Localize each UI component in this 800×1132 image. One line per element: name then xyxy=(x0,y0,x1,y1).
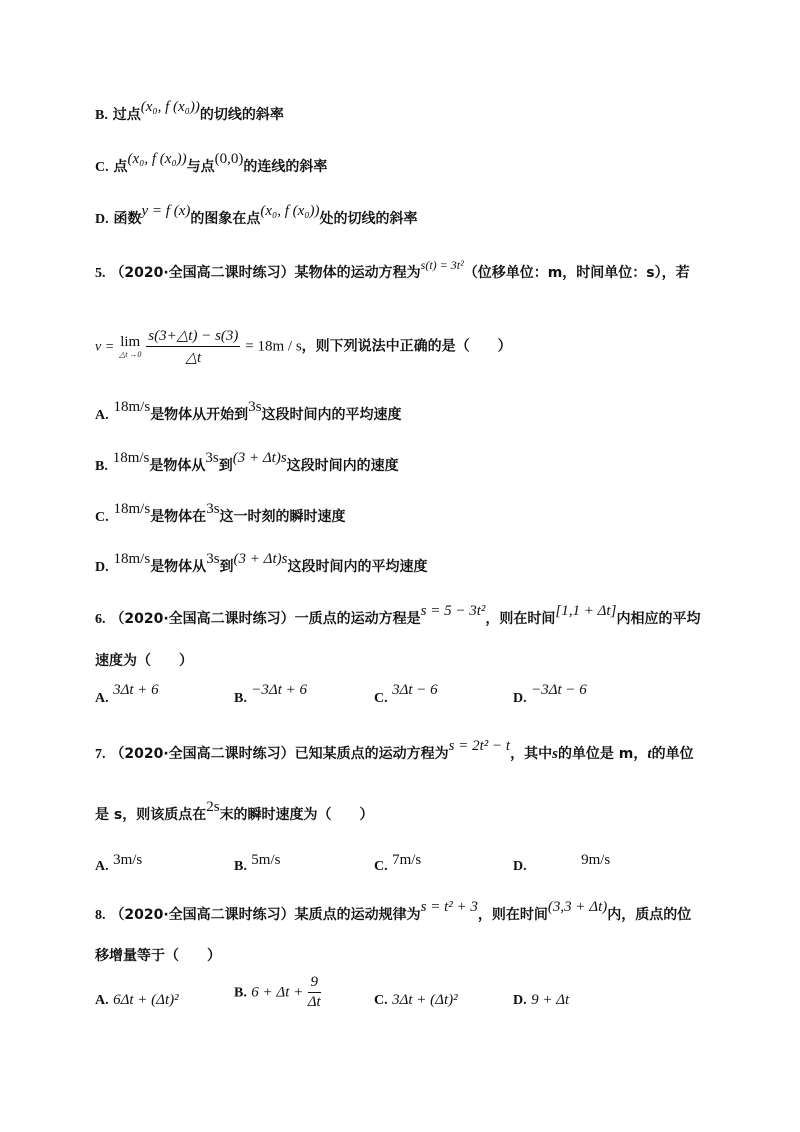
question-6-stem: 6. （2020·全国高二课时练习）一质点的运动方程是s = 5 − 3t²，则在时间[1,1 + Δt]内相应的平均 xyxy=(95,603,701,627)
q5-option-a: A. 18m/s是物体从开始到3s这段时间内的平均速度 xyxy=(95,399,402,423)
math-function: y = f (x) xyxy=(141,203,191,219)
q7-option-a: A. 3m/s xyxy=(95,852,143,874)
question-8-stem: 8. （2020·全国高二课时练习）某质点的运动规律为s = t² + 3，则在时间(3,3 + Δt)内，质点的位 xyxy=(95,899,692,923)
fraction: $\frac{9}{\Delta t}$ xyxy=(307,974,321,1010)
question-5-formula: v = lim △t →0 $\frac{s(3+\triangle t) - s(3)}{\triangle t}$ = 18m / s，则下列说法中正确的是（ ） xyxy=(95,328,512,366)
q6-option-d: D. −3Δt − 6 xyxy=(513,682,587,706)
fraction: $\frac{s(3+\triangle t) - s(3)}{\triangle t}$ xyxy=(148,328,239,366)
option-b-q4: B. 过点(x₀, f (x₀))的切线的斜率 xyxy=(95,99,284,123)
q7-option-d: D. 9m/s xyxy=(513,852,611,874)
math-origin: (0,0) xyxy=(214,151,244,167)
question-8-stem-line2: 移增量等于（ ） xyxy=(95,948,221,964)
q7-option-b: B. 5m/s xyxy=(234,852,281,874)
question-6-stem-line2: 速度为（ ） xyxy=(95,653,193,669)
question-7-stem: 7. （2020·全国高二课时练习）已知某质点的运动方程为s = 2t² − t，其中s的单位是 m，t的单位 xyxy=(95,738,694,762)
q8-option-b: B. 6 + Δt + $\frac{9}{\Delta t}$ xyxy=(234,974,321,1010)
question-7-stem-line2: 是 s，则该质点在2s末的瞬时速度为（ ） xyxy=(95,799,374,823)
math-point: (x₀, f (x₀)) xyxy=(140,99,200,115)
q5-option-c: C. 18m/s是物体在3s这一时刻的瞬时速度 xyxy=(95,501,346,525)
q6-option-b: B. −3Δt + 6 xyxy=(234,682,308,706)
q6-option-a: A. 3Δt + 6 xyxy=(95,682,159,706)
q8-option-a: A. 6Δt + (Δt)² xyxy=(95,992,179,1008)
option-c-q4: C. 点(x₀, f (x₀))与点(0,0)的连线的斜率 xyxy=(95,151,328,175)
math-point: (x₀, f (x₀)) xyxy=(260,203,320,219)
option-d-q4: D. 函数y = f (x)的图象在点(x₀, f (x₀))处的切线的斜率 xyxy=(95,203,418,227)
limit-operator: lim △t →0 xyxy=(119,334,142,359)
question-5-stem: 5. （2020·全国高二课时练习）某物体的运动方程为s(t) = 3t²（位移单位：m，时间单位：s），若 xyxy=(95,258,690,281)
q7-option-c: C. 7m/s xyxy=(374,852,422,874)
math-equation: s(t) = 3t² xyxy=(420,258,464,272)
q5-option-b: B. 18m/s是物体从3s到(3 + Δt)s这段时间内的速度 xyxy=(95,450,399,474)
q5-option-d: D. 18m/s是物体从3s到(3 + Δt)s这段时间内的平均速度 xyxy=(95,551,428,575)
q6-option-c: C. 3Δt − 6 xyxy=(374,682,438,706)
q8-option-d: D. 9 + Δt xyxy=(513,992,570,1008)
q8-option-c: C. 3Δt + (Δt)² xyxy=(374,992,458,1008)
math-point: (x₀, f (x₀)) xyxy=(127,151,187,167)
